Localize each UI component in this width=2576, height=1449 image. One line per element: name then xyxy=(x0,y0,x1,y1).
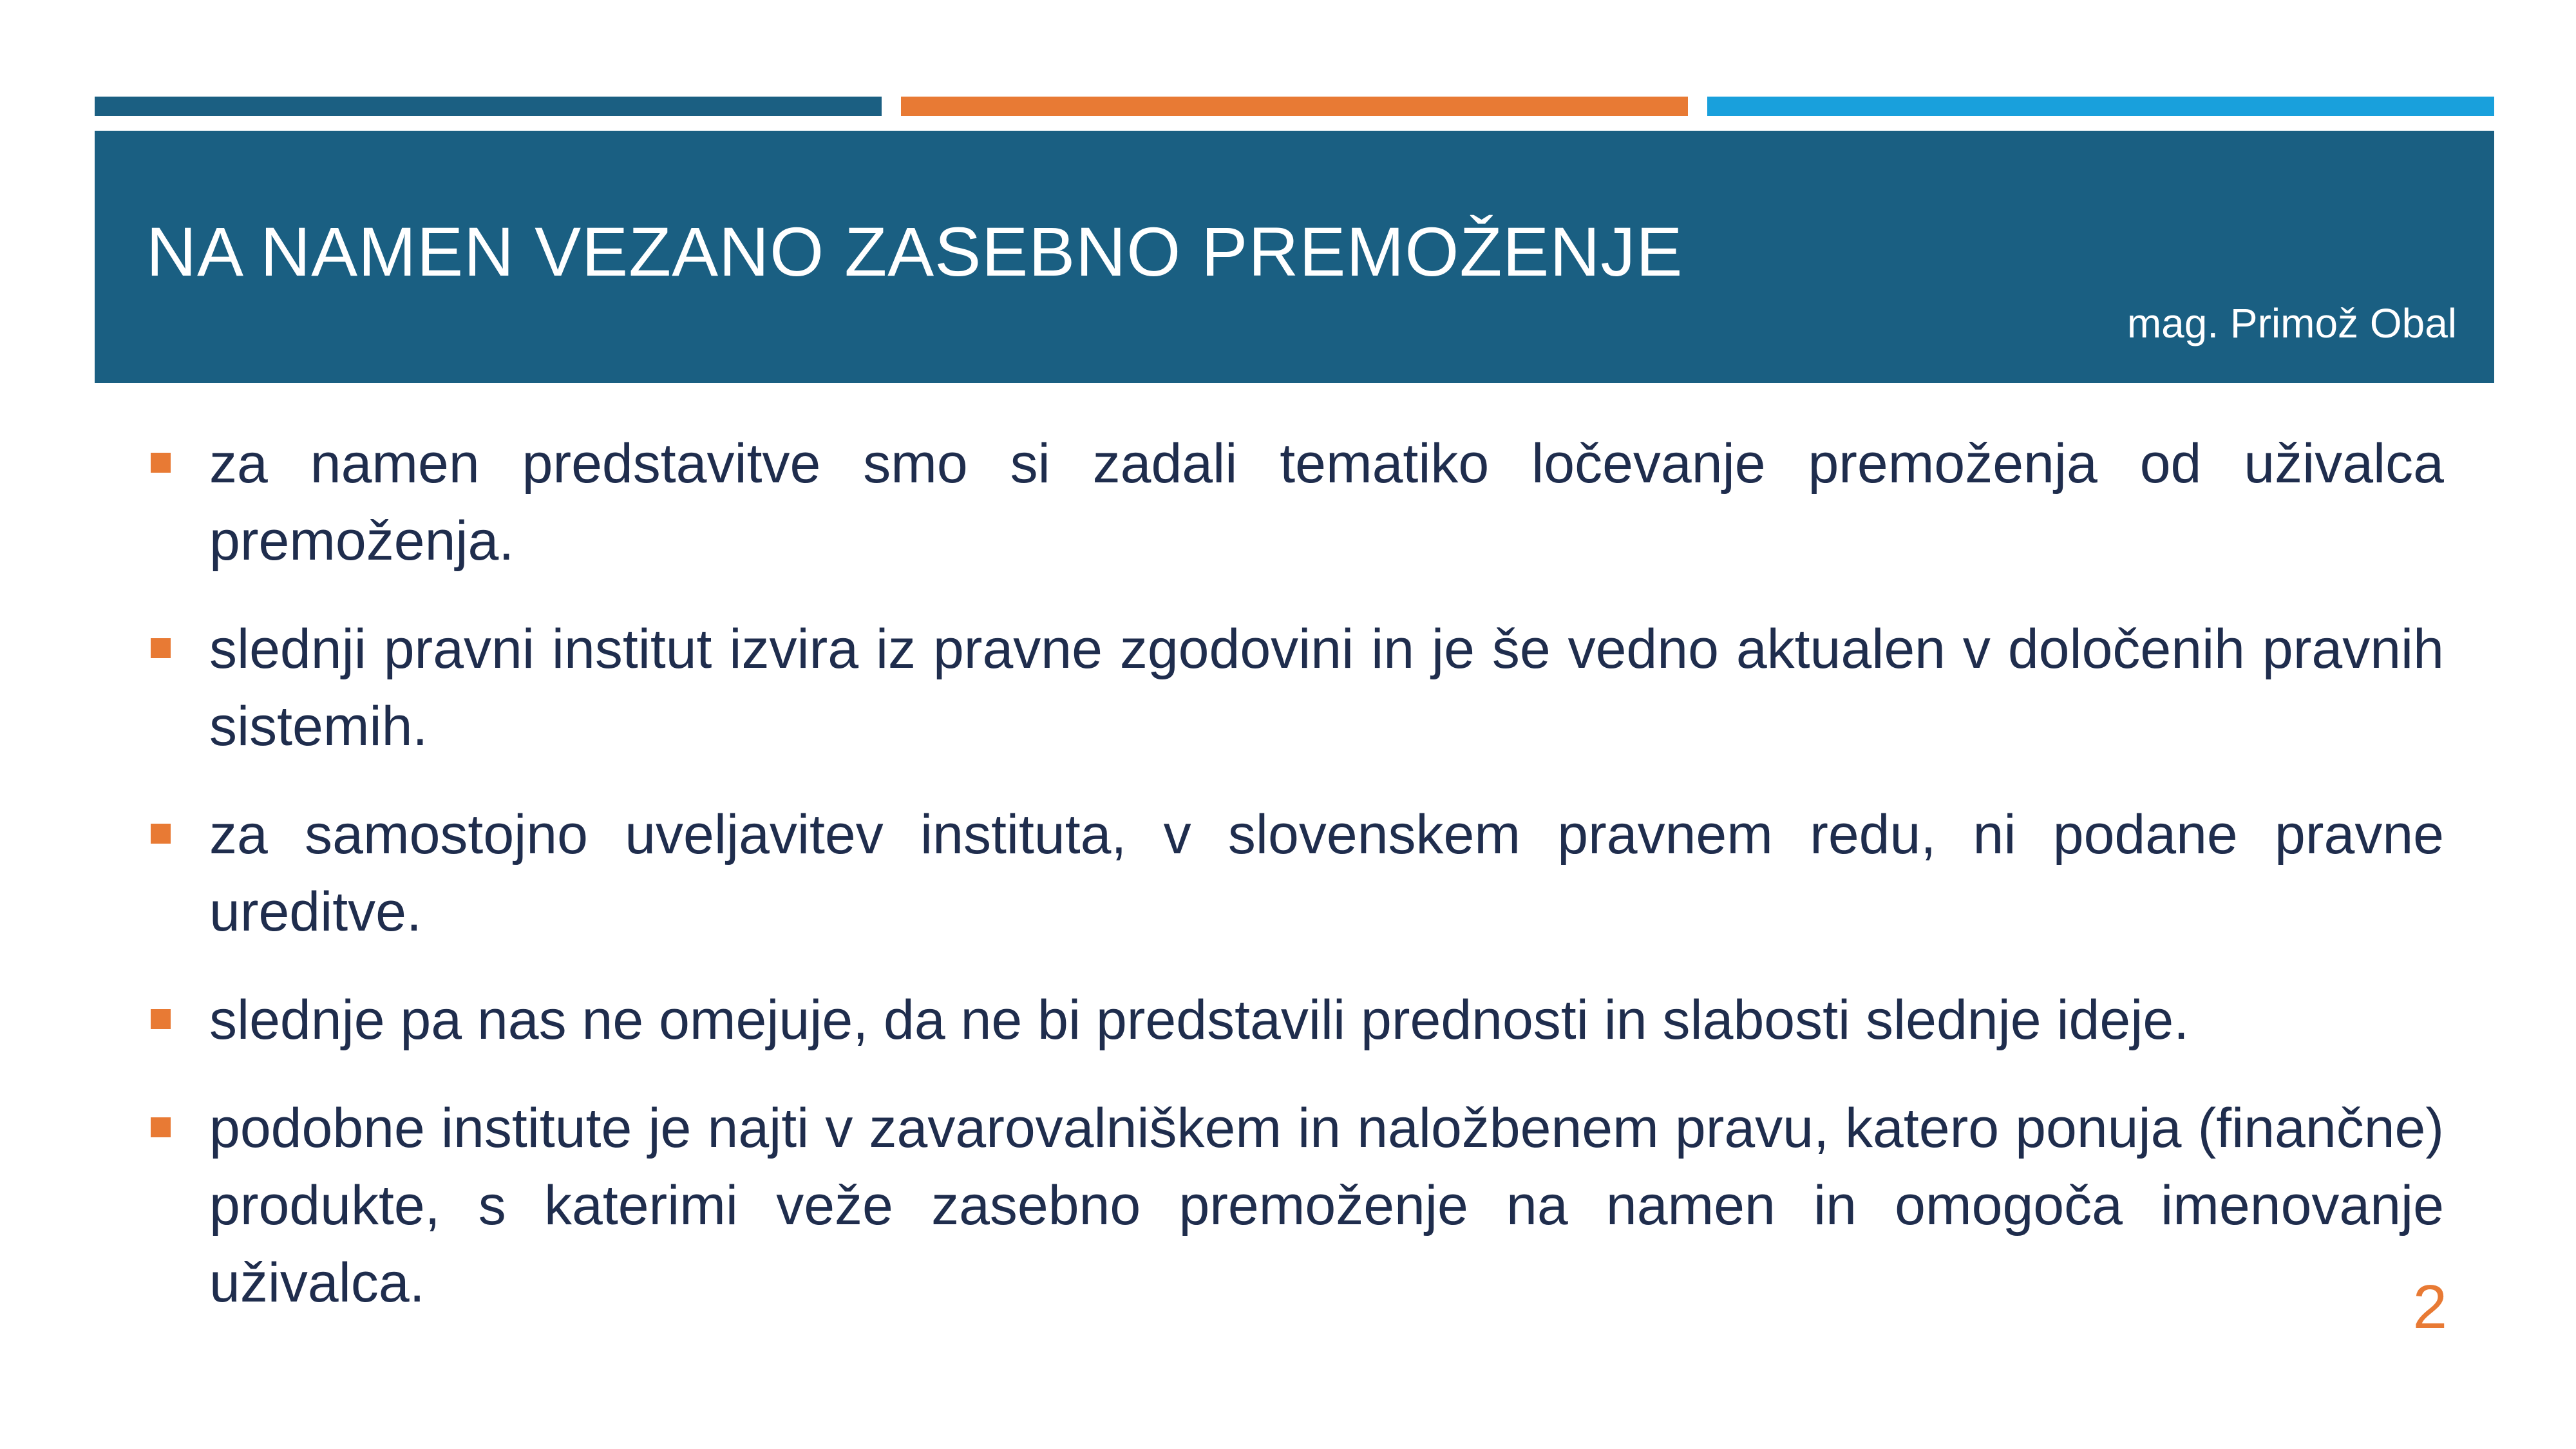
bullet-text: slednje pa nas ne omejuje, da ne bi predstavili prednosti in slabosti slednje ideje. xyxy=(209,989,2190,1051)
bullet-list xyxy=(145,425,2444,1352)
square-bullet-icon xyxy=(151,824,171,844)
bullet-item-1 xyxy=(145,425,2444,580)
bullet-item-3 xyxy=(145,796,2444,951)
bullet-text: slednji pravni institut izvira iz pravne zgodovini in je še vedno aktualen v določenih pravnih sistemih. xyxy=(209,618,2444,757)
square-bullet-icon xyxy=(151,638,171,658)
slide-title: NA NAMEN VEZANO ZASEBNO PREMOŽENJE xyxy=(146,213,1683,290)
bullet-item-2 xyxy=(145,611,2444,765)
slide-author: mag. Primož Obal xyxy=(2126,300,2457,346)
square-bullet-icon xyxy=(151,1117,171,1137)
square-bullet-icon xyxy=(151,453,171,473)
square-bullet-icon xyxy=(151,1009,171,1029)
accent-bar-dark-blue xyxy=(95,97,882,116)
accent-bar-orange xyxy=(901,97,1688,116)
bullet-text: za samostojno uveljavitev instituta, v slovenskem pravnem redu, ni podane pravne ureditve. xyxy=(209,804,2444,943)
bullet-text: za namen predstavitve smo si zadali tematiko ločevanje premoženja od uživalca premoženja. xyxy=(209,433,2444,572)
bullet-text: podobne institute je najti v zavarovalniškem in naložbenem pravu, katero ponuja (finančne) produkte, s katerimi veže zasebno premoženje na namen in omogoča imenovanje uživalca. xyxy=(209,1097,2444,1314)
title-band xyxy=(95,131,2494,383)
accent-bar-light-blue xyxy=(1707,97,2494,116)
page-number: 2 xyxy=(2412,1273,2447,1341)
bullet-item-5 xyxy=(145,1090,2444,1321)
bullet-item-4 xyxy=(145,981,2444,1059)
